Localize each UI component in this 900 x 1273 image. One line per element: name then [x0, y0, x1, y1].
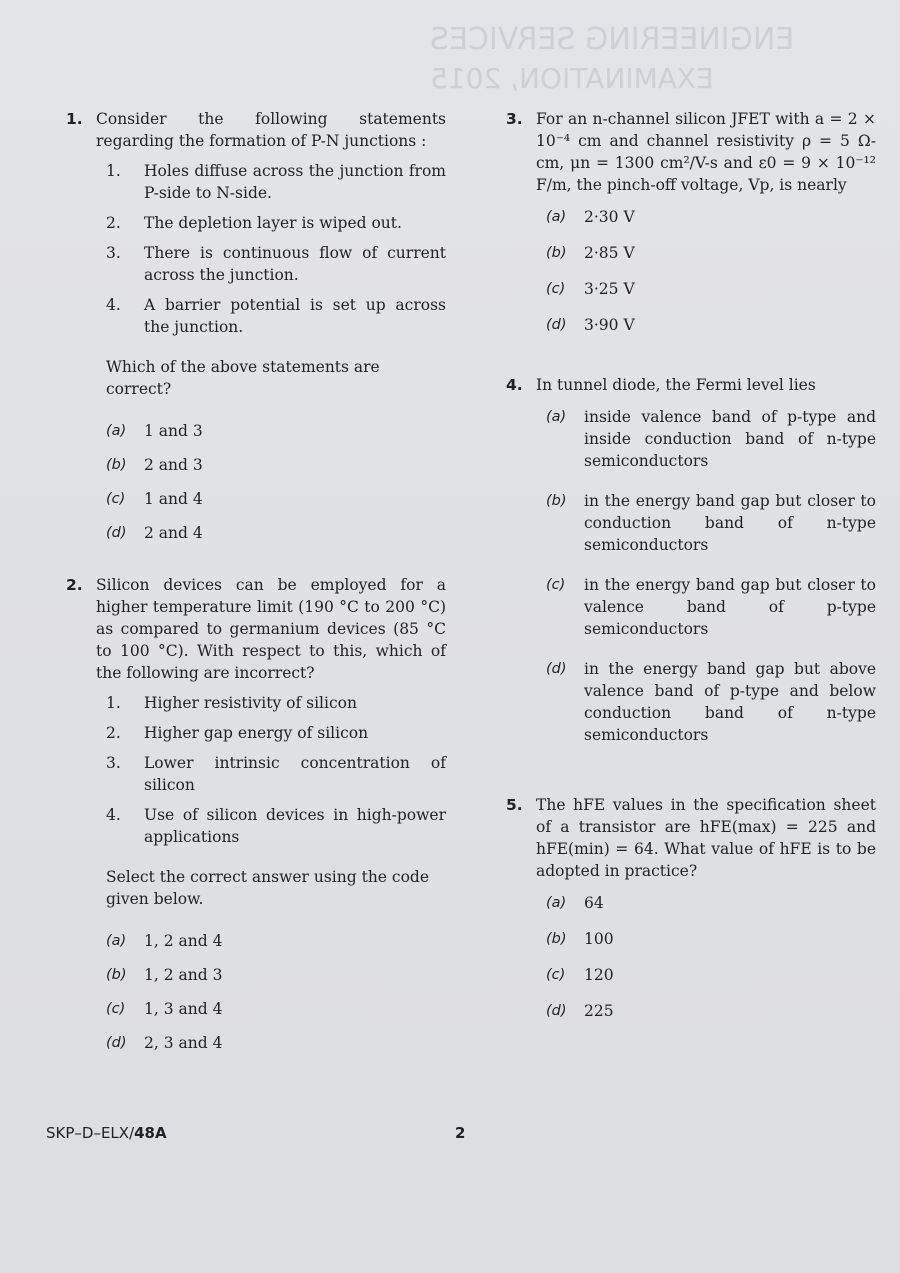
- option: (d) 225: [546, 1002, 614, 1020]
- question-text: In tunnel diode, the Fermi level lies: [536, 376, 816, 394]
- option: (c) 120: [546, 966, 614, 984]
- option: (a) inside valence band of p-type and inside conduction band of n-type semiconductors: [546, 408, 876, 470]
- question-number: 3.: [506, 110, 523, 128]
- statement: 3. Lower intrinsic concentration of silicon: [106, 754, 446, 794]
- statement: 1. Higher resistivity of silicon: [106, 694, 357, 712]
- option: (a) 2·30 V: [546, 208, 635, 226]
- question-text: Consider the following statements regarding the formation of P-N junctions :: [96, 110, 446, 150]
- question-text: The hFE values in the specification sheet of a transistor are hFE(max) = 225 and hFE(min) = 64. What value of hFE is to be adopted in practice?: [536, 796, 876, 880]
- question-3: [506, 108, 876, 350]
- option: (b) in the energy band gap but closer to conduction band of n-type semiconductors: [546, 492, 876, 554]
- question-number: 4.: [506, 376, 523, 394]
- question-number: 5.: [506, 796, 523, 814]
- option: (d) in the energy band gap but above valence band of p-type and below conduction band of n-type semiconductors: [546, 660, 876, 744]
- bleed-through-watermark: ENGINEERING SERVICES: [430, 22, 795, 57]
- option: (b) 100: [546, 930, 614, 948]
- option: (c) 3·25 V: [546, 280, 635, 298]
- bleed-through-watermark-2: EXAMINATION, 2015: [430, 62, 714, 95]
- question-prompt: Which of the above statements are correct?: [106, 358, 380, 398]
- question-number: 2.: [66, 576, 83, 594]
- statement: 4. Use of silicon devices in high-power applications: [106, 806, 446, 846]
- statement: 1. Holes diffuse across the junction from P-side to N-side.: [106, 162, 446, 202]
- question-prompt: Select the correct answer using the code given below.: [106, 868, 430, 908]
- option: (d) 3·90 V: [546, 316, 635, 334]
- option: (b) 2 and 3: [106, 456, 203, 474]
- question-1: [66, 108, 446, 338]
- option: (c) 1 and 4: [106, 490, 203, 508]
- question-text: For an n-channel silicon JFET with a = 2 × 10⁻⁴ cm and channel resistivity ρ = 5 Ω-cm, μn = 1300 cm²/V-s and ε0 = 9 × 10⁻¹² F/m, the pinch-off voltage, Vp, is nearly: [536, 110, 876, 194]
- statement: 3. There is continuous flow of current across the junction.: [106, 244, 446, 284]
- page-number: 2: [455, 1124, 466, 1142]
- statement: 4. A barrier potential is set up across the junction.: [106, 296, 446, 336]
- option: (c) 1, 3 and 4: [106, 1000, 223, 1018]
- booklet-code: SKP–D–ELX/48A: [46, 1124, 167, 1142]
- right-column: [506, 108, 876, 1046]
- option: (b) 2·85 V: [546, 244, 635, 262]
- option: (b) 1, 2 and 3: [106, 966, 223, 984]
- option: (a) 1 and 3: [106, 422, 203, 440]
- question-number: 1.: [66, 110, 83, 128]
- question-5: [506, 794, 876, 1036]
- question-text: Silicon devices can be employed for a higher temperature limit (190 °C to 200 °C) as compared to germanium devices (85 °C to 100 °C). With respect to this, which of the following are incorrect?: [96, 576, 446, 682]
- left-column: [66, 108, 446, 1066]
- option: (a) 64: [546, 894, 604, 912]
- question-2: [66, 574, 446, 848]
- question-4: [506, 374, 876, 764]
- option: (d) 2, 3 and 4: [106, 1034, 223, 1052]
- option: (c) in the energy band gap but closer to valence band of p-type semiconductors: [546, 576, 876, 638]
- statement: 2. The depletion layer is wiped out.: [106, 214, 402, 232]
- option: (d) 2 and 4: [106, 524, 203, 542]
- statement: 2. Higher gap energy of silicon: [106, 724, 369, 742]
- option: (a) 1, 2 and 4: [106, 932, 223, 950]
